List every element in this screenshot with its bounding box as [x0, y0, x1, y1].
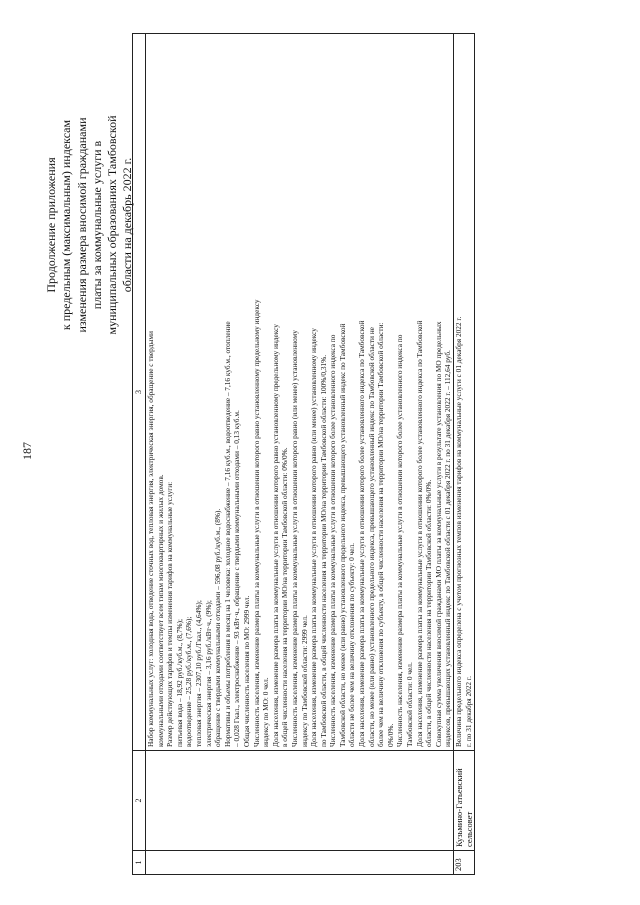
- column-number-cell: 2: [133, 751, 146, 851]
- description-line: Численность населения, изменение размера платы за коммунальные услуги в отношении которого более установленного индекса по: [328, 334, 338, 747]
- municipality-name-cell: Кузьмино-Гатьевский сельсовет: [454, 751, 475, 851]
- description-line: Размер действующих тарифов и темпы изменения тарифов на коммунальные услуги:: [165, 481, 175, 747]
- description-line: – 0,028 Гкал., электроснабжение – 93 кВт·ч., обращение с твердыми коммунальными отходами – 0,13 куб.м.: [232, 410, 242, 747]
- description-line: индексов, превышающих установленный индекс по Тамбовской области с 01 декабря 2022 г. по 31 декабря 2022 г. – 112,64 руб.: [443, 350, 453, 747]
- appendix-heading: [44, 65, 136, 385]
- description-line: Численность населения, изменение размера платы за коммунальные услуги в отношении которого более установленного индекса по: [395, 334, 405, 747]
- description-line: Набор коммунальных услуг: холодная вода, отведение сточных вод, тепловая энергия, электрическая энергия, обращение с твердыми: [146, 331, 155, 747]
- municipality-name-cell: [146, 751, 454, 851]
- description-line: обращение с твердыми коммунальными отходами – 596,08 руб./куб.м., (8%).: [213, 508, 223, 747]
- description-line: Доля населения, изменение размера платы за коммунальные услуги в отношении которого равно установленному предельному индексу: [270, 324, 280, 747]
- description-line: г. по 31 декабря 2022 г.: [463, 676, 473, 747]
- description-line: Нормативы и объемы потребления в месяц на 1 человека: холодное водоснабжение – 7,16 куб.м., водоотведение – 7,16 куб.м., отопление: [222, 321, 232, 747]
- column-number-cell: 1: [133, 851, 146, 875]
- description-line: индексу по МО: 0 чел.: [261, 677, 271, 747]
- row-number-cell: [146, 851, 454, 875]
- tariff-index-table: [132, 33, 475, 875]
- description-line: области, в общей численности населения на территории Тамбовской области: 0%/0%.: [424, 479, 434, 747]
- table-row: [146, 34, 454, 875]
- description-line: водоотведение – 25,28 руб./куб.м., (7,6%);: [184, 616, 194, 747]
- heading-line: платы за коммунальные услуги в: [89, 140, 104, 310]
- description-line: в общей численности населения на территории МО/на территории Тамбовской области: 0%/0%.: [280, 447, 290, 747]
- description-line: Доля населения, изменение размера платы за коммунальные услуги в отношении которого более установленного индекса по Тамбовской: [357, 320, 367, 747]
- heading-line: области на декабрь 2022 г.: [120, 157, 135, 293]
- description-cell: [146, 34, 454, 751]
- description-line: Доля населения, изменение размера платы за коммунальные услуги в отношении которого равно (или менее) установленному индексу: [309, 328, 319, 747]
- description-line: Доля населения, изменение размера платы за коммунальные услуги в отношении которого более установленного индекса по Тамбовской: [414, 320, 424, 747]
- description-line: индексу по Тамбовской области: 2999 чел.: [299, 615, 309, 747]
- description-line: Совокупная сумма увеличения вносимой гражданами МО платы за коммунальные услуги в результате установления по МО предельных: [433, 321, 443, 747]
- description-line: Величина предельного индекса определена с учетом прогнозных темпов изменения тарифов на коммунальные услуги с 01 декабря 2022 г.: [454, 316, 463, 747]
- description-line: по Тамбовской области, в общей численности населения на территории МО/на территории Тамбовской области: 100%/0,31%.: [318, 354, 328, 747]
- table-row: [454, 34, 475, 875]
- row-number-cell: 203: [454, 851, 475, 875]
- heading-line: к предельным (максимальным) индексам: [59, 119, 74, 331]
- description-line: области, но менее (или равно) установленного предельного индекса, превышающего установленный индекс по Тамбовской области не: [366, 327, 376, 747]
- description-line: Численность населения, изменение размера платы за коммунальные услуги в отношении которого равно установленному предельному индексу: [251, 299, 261, 747]
- description-cell: [454, 34, 475, 751]
- description-line: более чем на величину отклонения по субъекту, в общей численности населения на территории МО/на территории Тамбовской области:: [376, 322, 386, 747]
- heading-line: изменения размера вносимой гражданами: [74, 117, 89, 333]
- description-line: Общая численность населения по МО: 2999 чел.: [241, 595, 251, 747]
- description-line: области не более чем на величину отклонения по субъекту: 0 чел.: [347, 543, 357, 747]
- heading-line: Продолжение приложения: [44, 157, 58, 293]
- description-line: Тамбовской области, но менее (или равно) установленного предельного индекса, превышающего установленный индекс по Тамбовской: [337, 323, 347, 747]
- description-line: питьевая вода – 18,92 руб./куб.м., (8,7%);: [174, 618, 184, 747]
- description-line: тепловая энергия – 2307,10 руб./Гкал., (4,64%);: [193, 600, 203, 747]
- description-line: Численность населения, изменение размера платы за коммунальные услуги в отношении которого равно (или менее) установленному: [289, 330, 299, 747]
- page-number: 187: [20, 442, 34, 460]
- description-line: Тамбовской области: 0 чел.: [405, 662, 415, 747]
- description-line: коммунальными отходами соответствует всем типам многоквартирных и жилых домов.: [155, 474, 165, 747]
- column-number-row: [133, 34, 146, 875]
- description-line: электрическая энергия – 3,16 руб./кВт·ч., (9%);: [203, 600, 213, 747]
- description-line: 0%/0%.: [385, 723, 395, 747]
- column-number-cell: 3: [133, 34, 146, 751]
- heading-line: муниципальных образованиях Тамбовской: [105, 115, 120, 335]
